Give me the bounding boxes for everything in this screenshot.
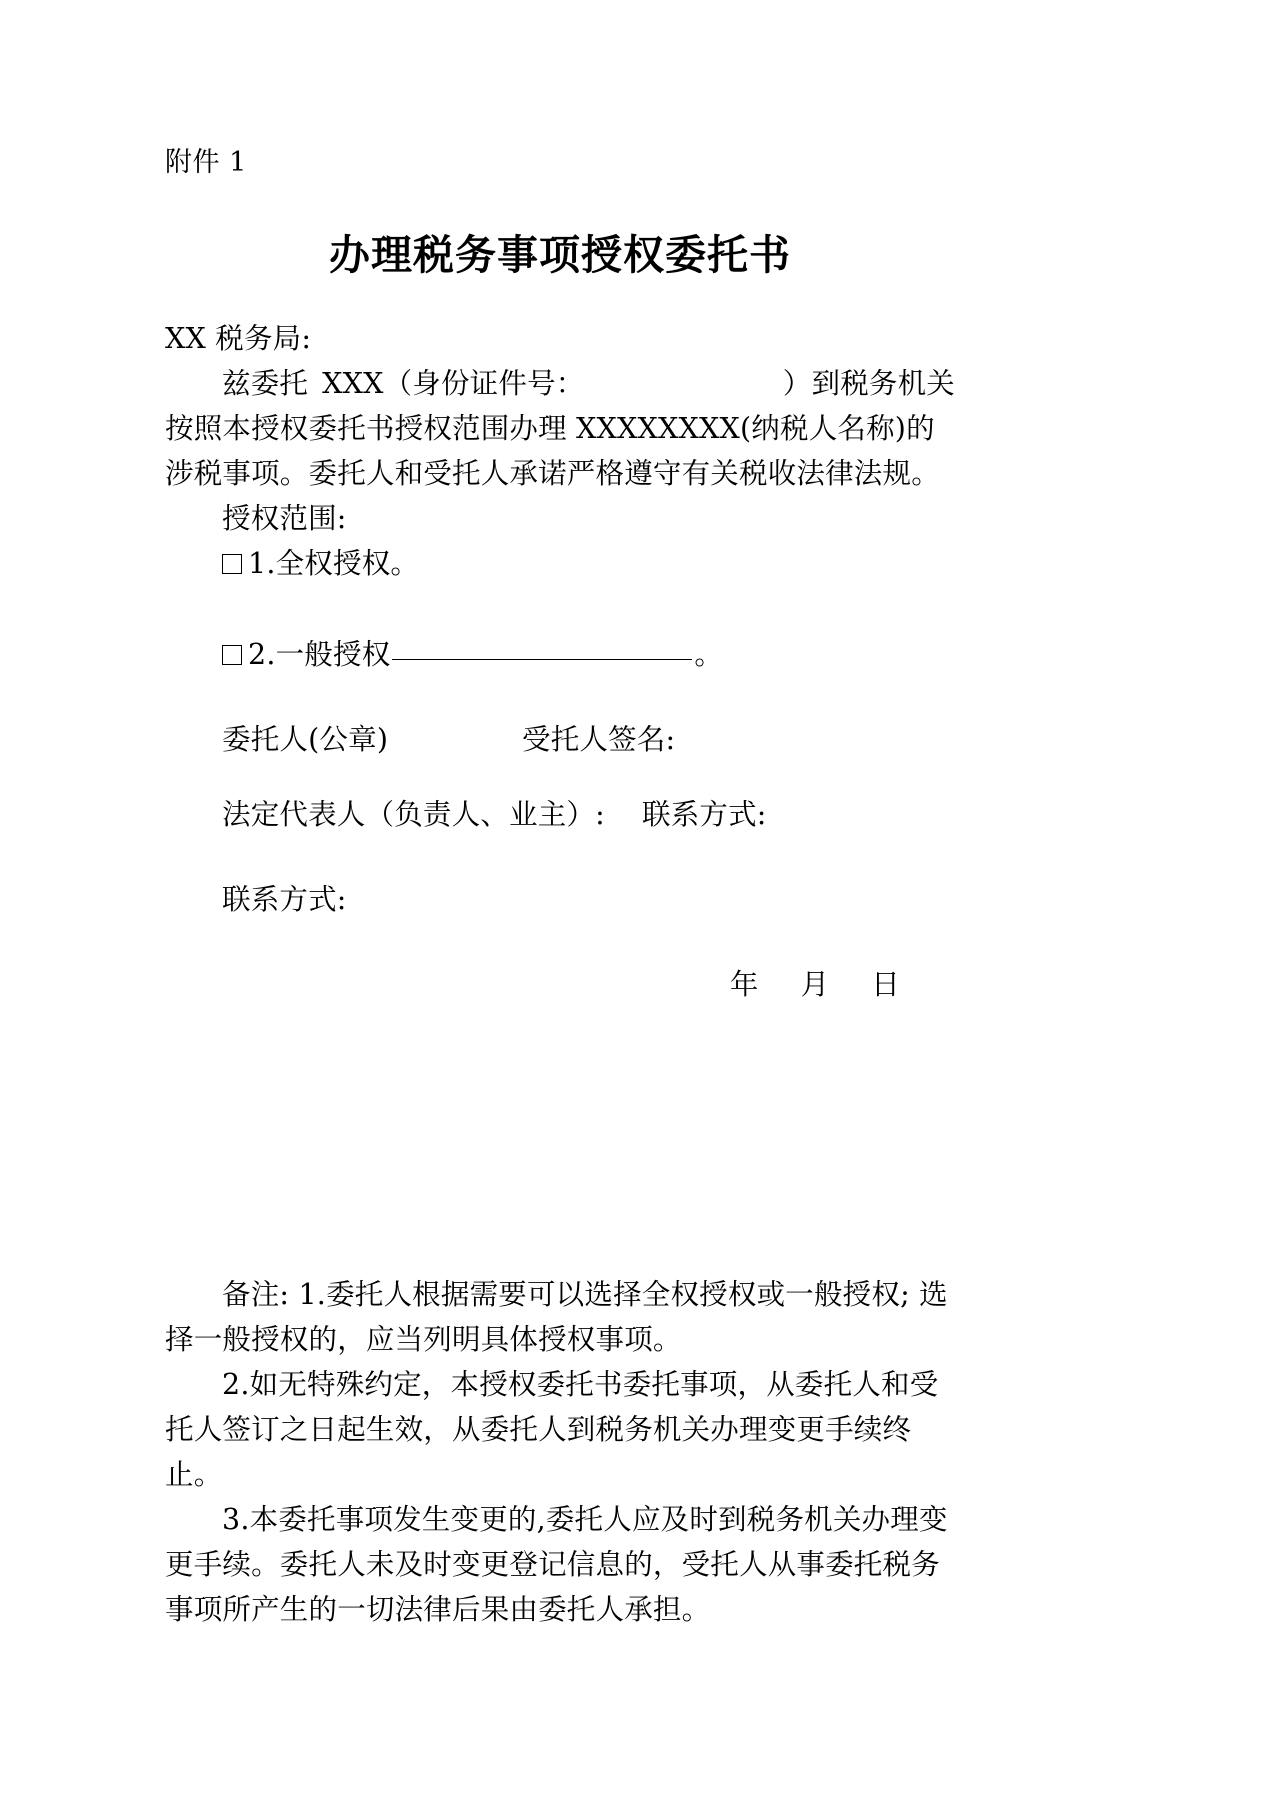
date-month-label: 月 (800, 968, 830, 1001)
option-1-number: 1. (248, 547, 276, 580)
option-1-label: 全权授权。 (275, 547, 420, 580)
entrust-line (165, 361, 955, 406)
entrust-line-2: 按照本授权委托书授权范围办理 XXXXXXXX(纳税人名称)的 (165, 412, 935, 445)
entrust-line-3: 涉税事项。委托人和受托人承诺严格遵守有关税收法律法规。 (165, 457, 940, 490)
option-item-2[interactable] (165, 632, 955, 677)
document-body (165, 316, 955, 1007)
scope-label: 授权范围: (222, 502, 347, 535)
entrust-prefix-group (222, 361, 759, 406)
option-item-1[interactable] (165, 541, 955, 586)
notes-heading: 备注: (222, 1278, 290, 1311)
entrust-suffix: ）到税务机关 (782, 367, 955, 400)
page-title: 办理税务事项授权委托书 (329, 231, 791, 279)
note-1-text: 委托人根据需要可以选择全权授权或一般授权; 选择一般授权的，应当列明具体授权事项。 (165, 1278, 948, 1356)
spacer (165, 586, 955, 632)
id-label: （身份证件号： (383, 367, 585, 400)
spacer (165, 922, 955, 962)
note-item-1 (165, 1272, 955, 1362)
entrustee-name: XXX (322, 367, 384, 400)
note-item-3 (165, 1497, 955, 1632)
notes-section (165, 1272, 955, 1632)
note-2-number: 2. (222, 1368, 250, 1401)
agent-signature-label: 受托人签名: (522, 723, 676, 756)
option-2-number: 2. (248, 638, 276, 671)
spacer (165, 837, 955, 877)
entrust-prefix: 兹委托 (222, 367, 309, 400)
spacer (165, 677, 955, 717)
note-3-number: 3. (222, 1503, 250, 1536)
legal-rep-label: 法定代表人（负责人、业主）: (222, 798, 605, 831)
date-line (165, 962, 955, 1007)
recipient-line: XX 税务局: (165, 322, 312, 355)
contact-label-left: 联系方式: (222, 883, 347, 916)
checkbox-icon[interactable] (222, 554, 242, 574)
attachment-label: 附件 1 (165, 147, 247, 178)
note-2-text: 如无特殊约定，本授权委托书委托事项，从委托人和受托人签订之日起生效，从委托人到税务机关办理变更手续终止。 (165, 1368, 939, 1491)
option-2-label: 一般授权 (275, 638, 391, 671)
option-2-trailing: 。 (694, 638, 724, 671)
note-item-2 (165, 1362, 955, 1497)
checkbox-icon[interactable] (222, 645, 242, 665)
principal-label: 委托人(公章) (222, 723, 389, 756)
note-1-number: 1. (298, 1278, 327, 1311)
signature-row-legal-rep (165, 792, 955, 837)
signature-row-principal (165, 717, 955, 762)
note-3-text: 本委托事项发生变更的,委托人应及时到税务机关办理变更手续。委托人未及时变更登记信息的，受托人从事委托税务事项所产生的一切法律后果由委托人承担。 (165, 1503, 948, 1626)
general-scope-blank[interactable] (392, 659, 692, 660)
date-year-label: 年 (729, 968, 759, 1001)
spacer (165, 762, 955, 792)
date-day-label: 日 (871, 968, 900, 1001)
contact-label-right: 联系方式: (642, 798, 767, 831)
